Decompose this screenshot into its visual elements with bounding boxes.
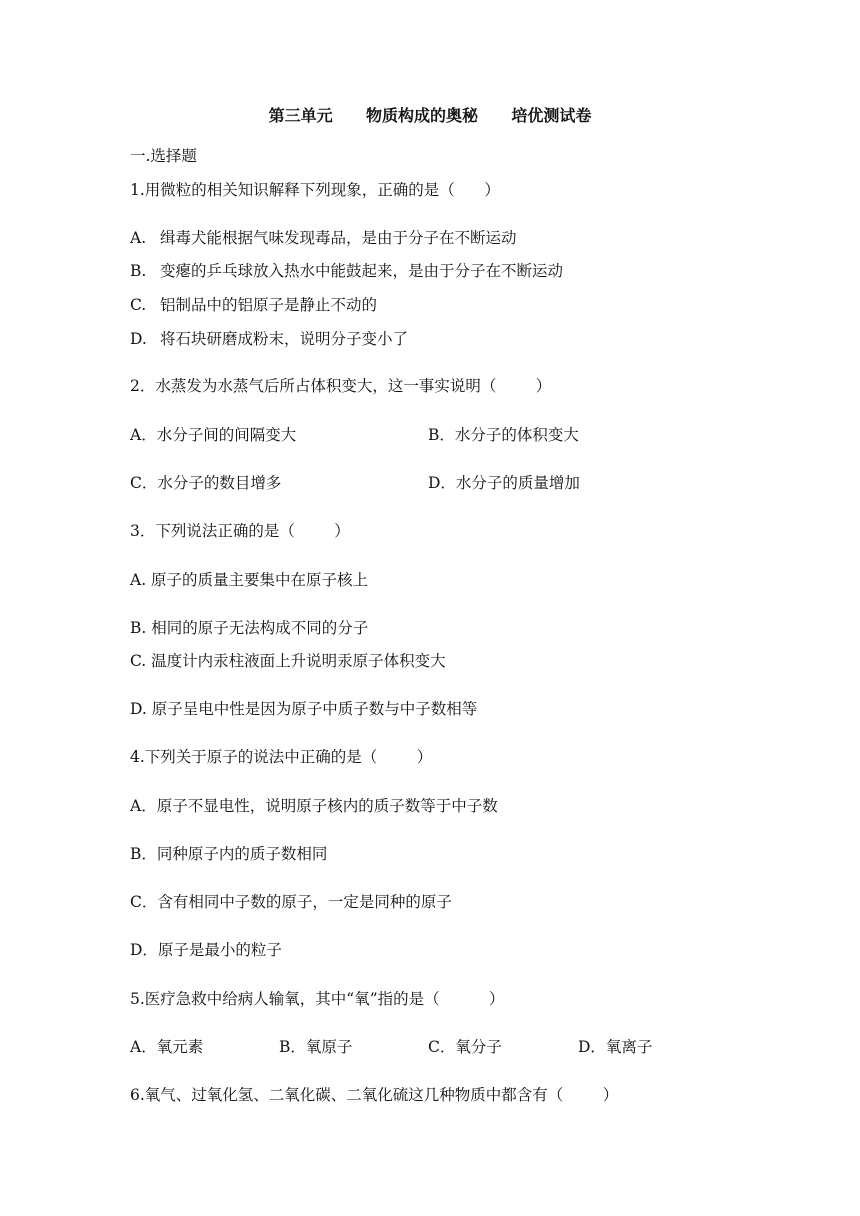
option-text: 将石块研磨成粉末，说明分子变小了: [160, 330, 409, 348]
option-letter: C.: [130, 296, 147, 314]
question-3-stem: 3．下列说法正确的是（ ）: [130, 522, 350, 540]
question-1-stem: 1.用微粒的相关知识解释下列现象，正确的是（ ）: [130, 181, 500, 199]
question-1-option-a: [130, 228, 517, 248]
question-4-option-d: D．原子是最小的粒子: [130, 941, 282, 959]
option-text: 铝制品中的铝原子是静止不动的: [160, 296, 378, 314]
section-heading: 一.选择题: [130, 147, 197, 165]
question-2-stem: 2．水蒸发为水蒸气后所占体积变大，这一事实说明（ ）: [130, 377, 552, 395]
option-text: 缉毒犬能根据气味发现毒品，是由于分子在不断运动: [160, 229, 517, 247]
question-4-option-c: C．含有相同中子数的原子，一定是同种的原子: [130, 893, 452, 911]
option-letter: D.: [130, 330, 147, 348]
question-1-option-d: [130, 329, 408, 349]
option-letter: A.: [130, 229, 147, 247]
question-4-option-a: A．原子不显电性，说明原子核内的质子数等于中子数: [130, 797, 498, 815]
question-5-stem: 5.医疗急救中给病人输氧，其中“氧”指的是（ ）: [130, 990, 505, 1008]
question-2-option-b: B．水分子的体积变大: [428, 426, 579, 444]
question-1-option-b: [130, 261, 563, 281]
question-3-option-b: B. 相同的原子无法构成不同的分子: [130, 619, 369, 637]
question-5-option-c: C．氧分子: [428, 1038, 502, 1056]
question-5-option-b: B．氧原子: [279, 1038, 353, 1056]
question-5-option-a: A．氧元素: [130, 1038, 204, 1056]
question-1-option-c: [130, 295, 377, 315]
page-title: 第三单元 物质构成的奥秘 培优测试卷: [268, 106, 592, 125]
question-2-option-c: C．水分子的数目增多: [130, 474, 282, 492]
question-4-stem: 4.下列关于原子的说法中正确的是（ ）: [130, 748, 433, 766]
question-3-option-a: A. 原子的质量主要集中在原子核上: [130, 571, 369, 589]
question-5-option-d: D．氧离子: [578, 1038, 653, 1056]
question-3-option-d: D. 原子呈电中性是因为原子中质子数与中子数相等: [130, 700, 478, 718]
question-4-option-b: B．同种原子内的质子数相同: [130, 845, 328, 863]
option-letter: B.: [130, 262, 147, 280]
question-3-option-c: C. 温度计内汞柱液面上升说明汞原子体积变大: [130, 652, 446, 670]
question-2-option-d: D．水分子的质量增加: [428, 474, 580, 492]
option-text: 变瘪的乒乓球放入热水中能鼓起来，是由于分子在不断运动: [160, 262, 564, 280]
question-2-option-a: A．水分子间的间隔变大: [130, 426, 297, 444]
question-6-stem: 6.氧气、过氧化氢、二氧化碳、二氧化硫这几种物质中都含有（ ）: [130, 1086, 619, 1104]
